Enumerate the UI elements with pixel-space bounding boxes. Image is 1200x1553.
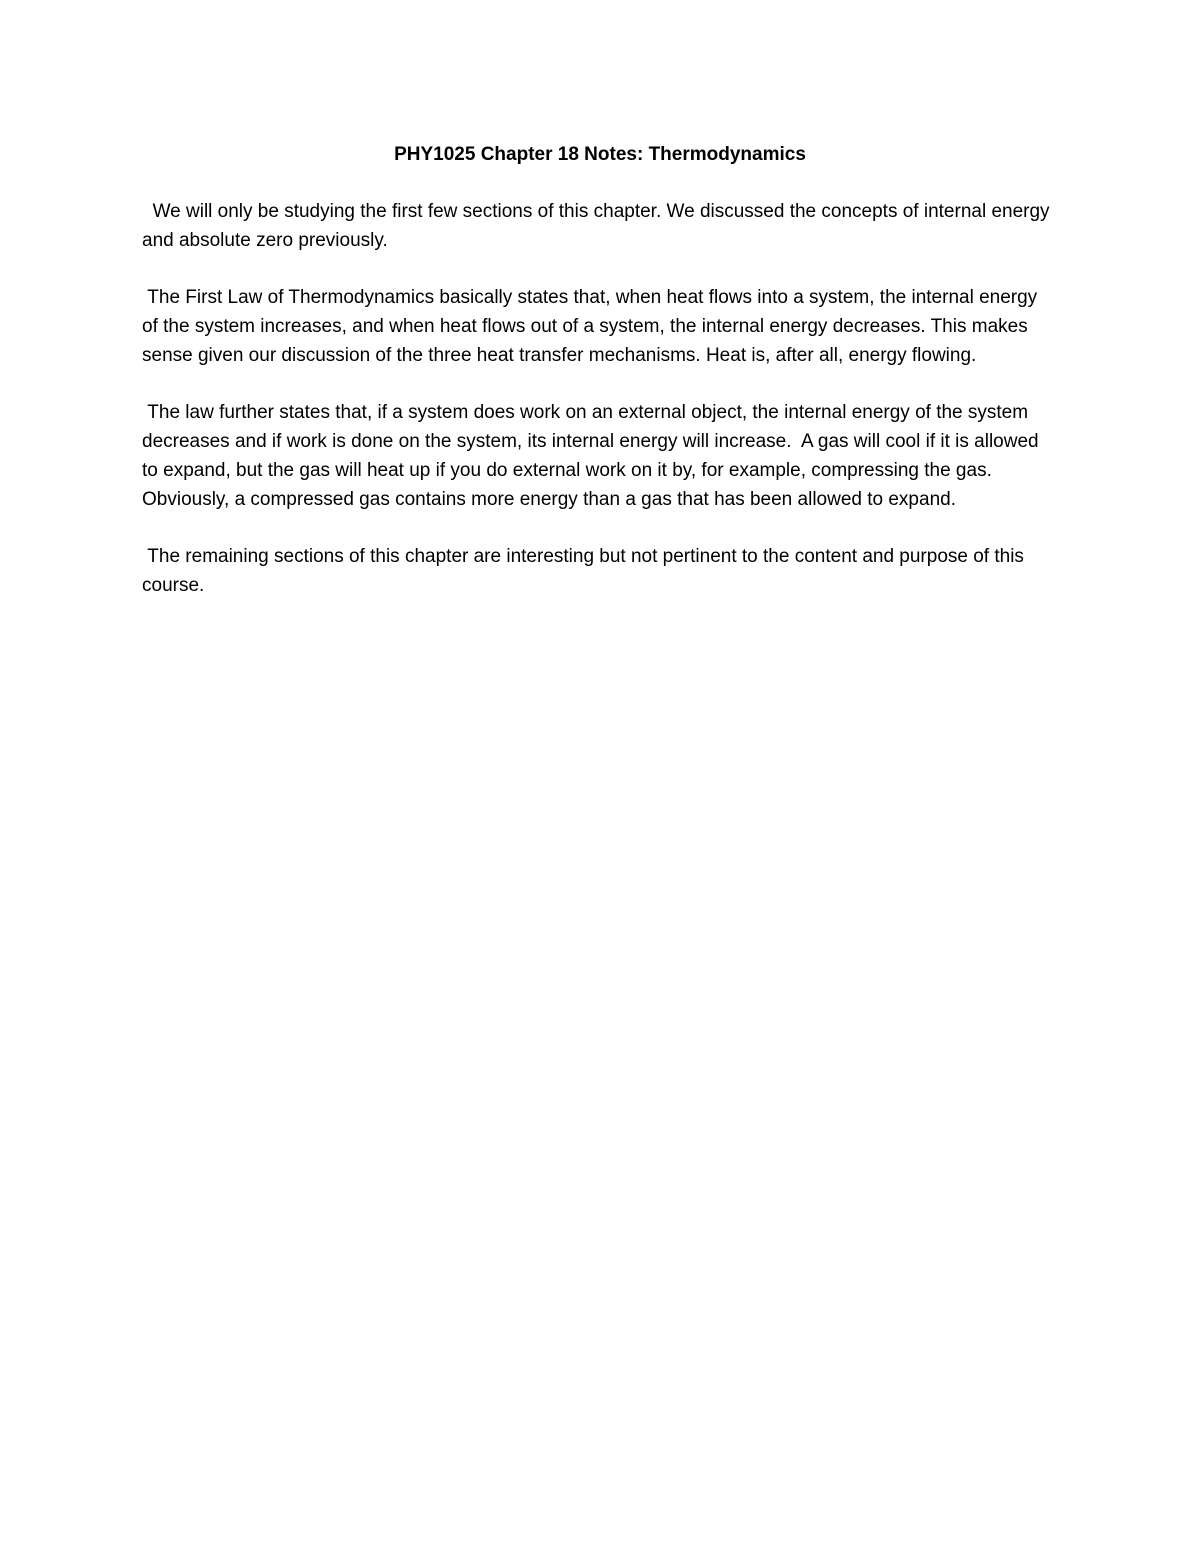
paragraph-intro: We will only be studying the first few sections of this chapter. We discussed the concepts of internal energy and absolute zero previously.	[142, 201, 1055, 251]
paragraph-first-law: The First Law of Thermodynamics basically states that, when heat flows into a system, the internal energy of the system increases, and when heat flows out of a system, the internal energy decreases. This makes sense given our discussion of the three heat transfer mechanisms. Heat is, after all, energy flowing.	[142, 287, 1043, 366]
document-title: PHY1025 Chapter 18 Notes: Thermodynamics	[394, 144, 806, 165]
document-body	[142, 140, 1058, 628]
paragraph-work: The law further states that, if a system does work on an external object, the internal energy of the system decreases and if work is done on the system, its internal energy will increase. A gas will cool if it is allowed to expand, but the gas will heat up if you do external work on it by, for example, compressing the gas. Obviously, a compressed gas contains more energy than a gas that has been allowed to expand.	[142, 402, 1044, 510]
paragraph-remaining: The remaining sections of this chapter are interesting but not pertinent to the content and purpose of this course.	[142, 546, 1030, 596]
